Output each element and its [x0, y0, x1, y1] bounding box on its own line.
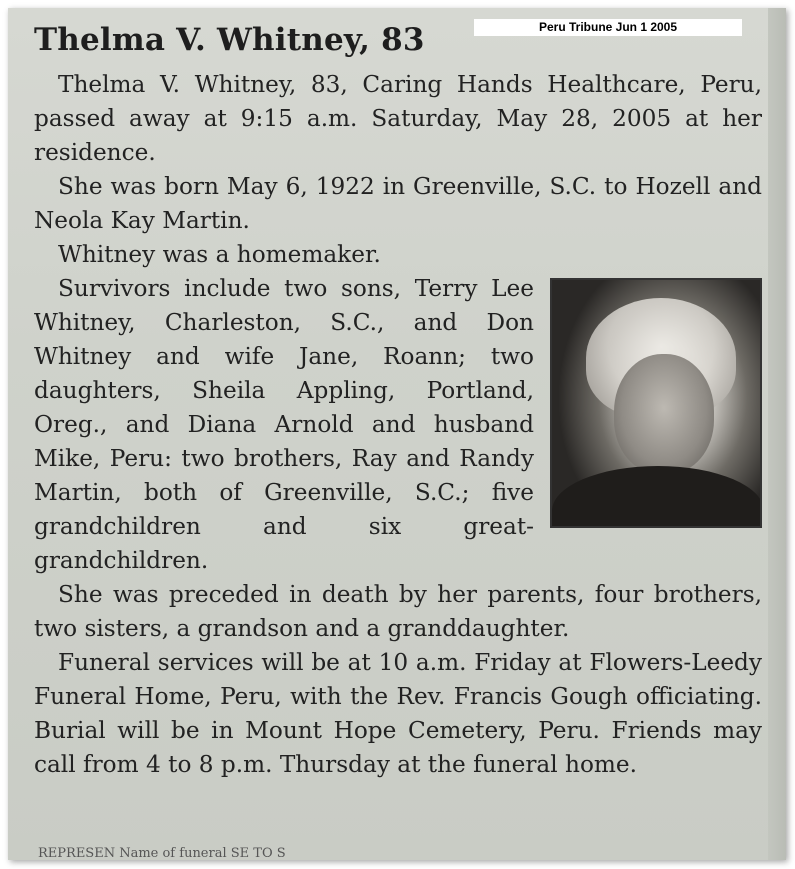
paragraph-occupation: Whitney was a homemaker. — [58, 241, 381, 268]
clipping-edge — [768, 8, 786, 860]
photo-shoulders — [552, 466, 762, 528]
obituary-headline: Thelma V. Whitney, 83 — [34, 22, 425, 58]
paragraph-preceded: She was preceded in death by her parents, four brothers, two sisters, a grandson and a granddaughter. — [34, 581, 762, 642]
paragraph-services: Funeral services will be at 10 a.m. Friday at Flowers-Leedy Funeral Home, Peru, with the Rev. Francis Gough officiating. Burial will be in Mount Hope Cemetery, Peru. Friends may call from 4 to 8 p.m. Thursday at the funeral home. — [34, 649, 762, 778]
source-label: Peru Tribune Jun 1 2005 — [474, 19, 742, 36]
obituary-body — [34, 68, 762, 782]
photo-face — [614, 354, 714, 474]
cutoff-text: REPRESEN Name of funeral SE TO S — [38, 846, 286, 860]
paragraph-survivors: Survivors include two sons, Terry Lee Whitney, Charleston, S.C., and Don Whitney and wife Jane, Roann; two daughters, Sheila Appling, Portland, Oreg., and Diana Arnold and husband Mike, Peru: two brothers, Ray and Randy Martin, both of Greenville, S.C.; five grandchildren and six great-grandchildren. — [34, 275, 534, 574]
portrait-photo — [550, 278, 762, 528]
newspaper-clipping — [8, 8, 786, 860]
paragraph-birth: She was born May 6, 1922 in Greenville, S.C. to Hozell and Neola Kay Martin. — [34, 173, 762, 234]
paragraph-death-notice: Thelma V. Whitney, 83, Caring Hands Healthcare, Peru, passed away at 9:15 a.m. Saturday, May 28, 2005 at her residence. — [34, 71, 762, 166]
